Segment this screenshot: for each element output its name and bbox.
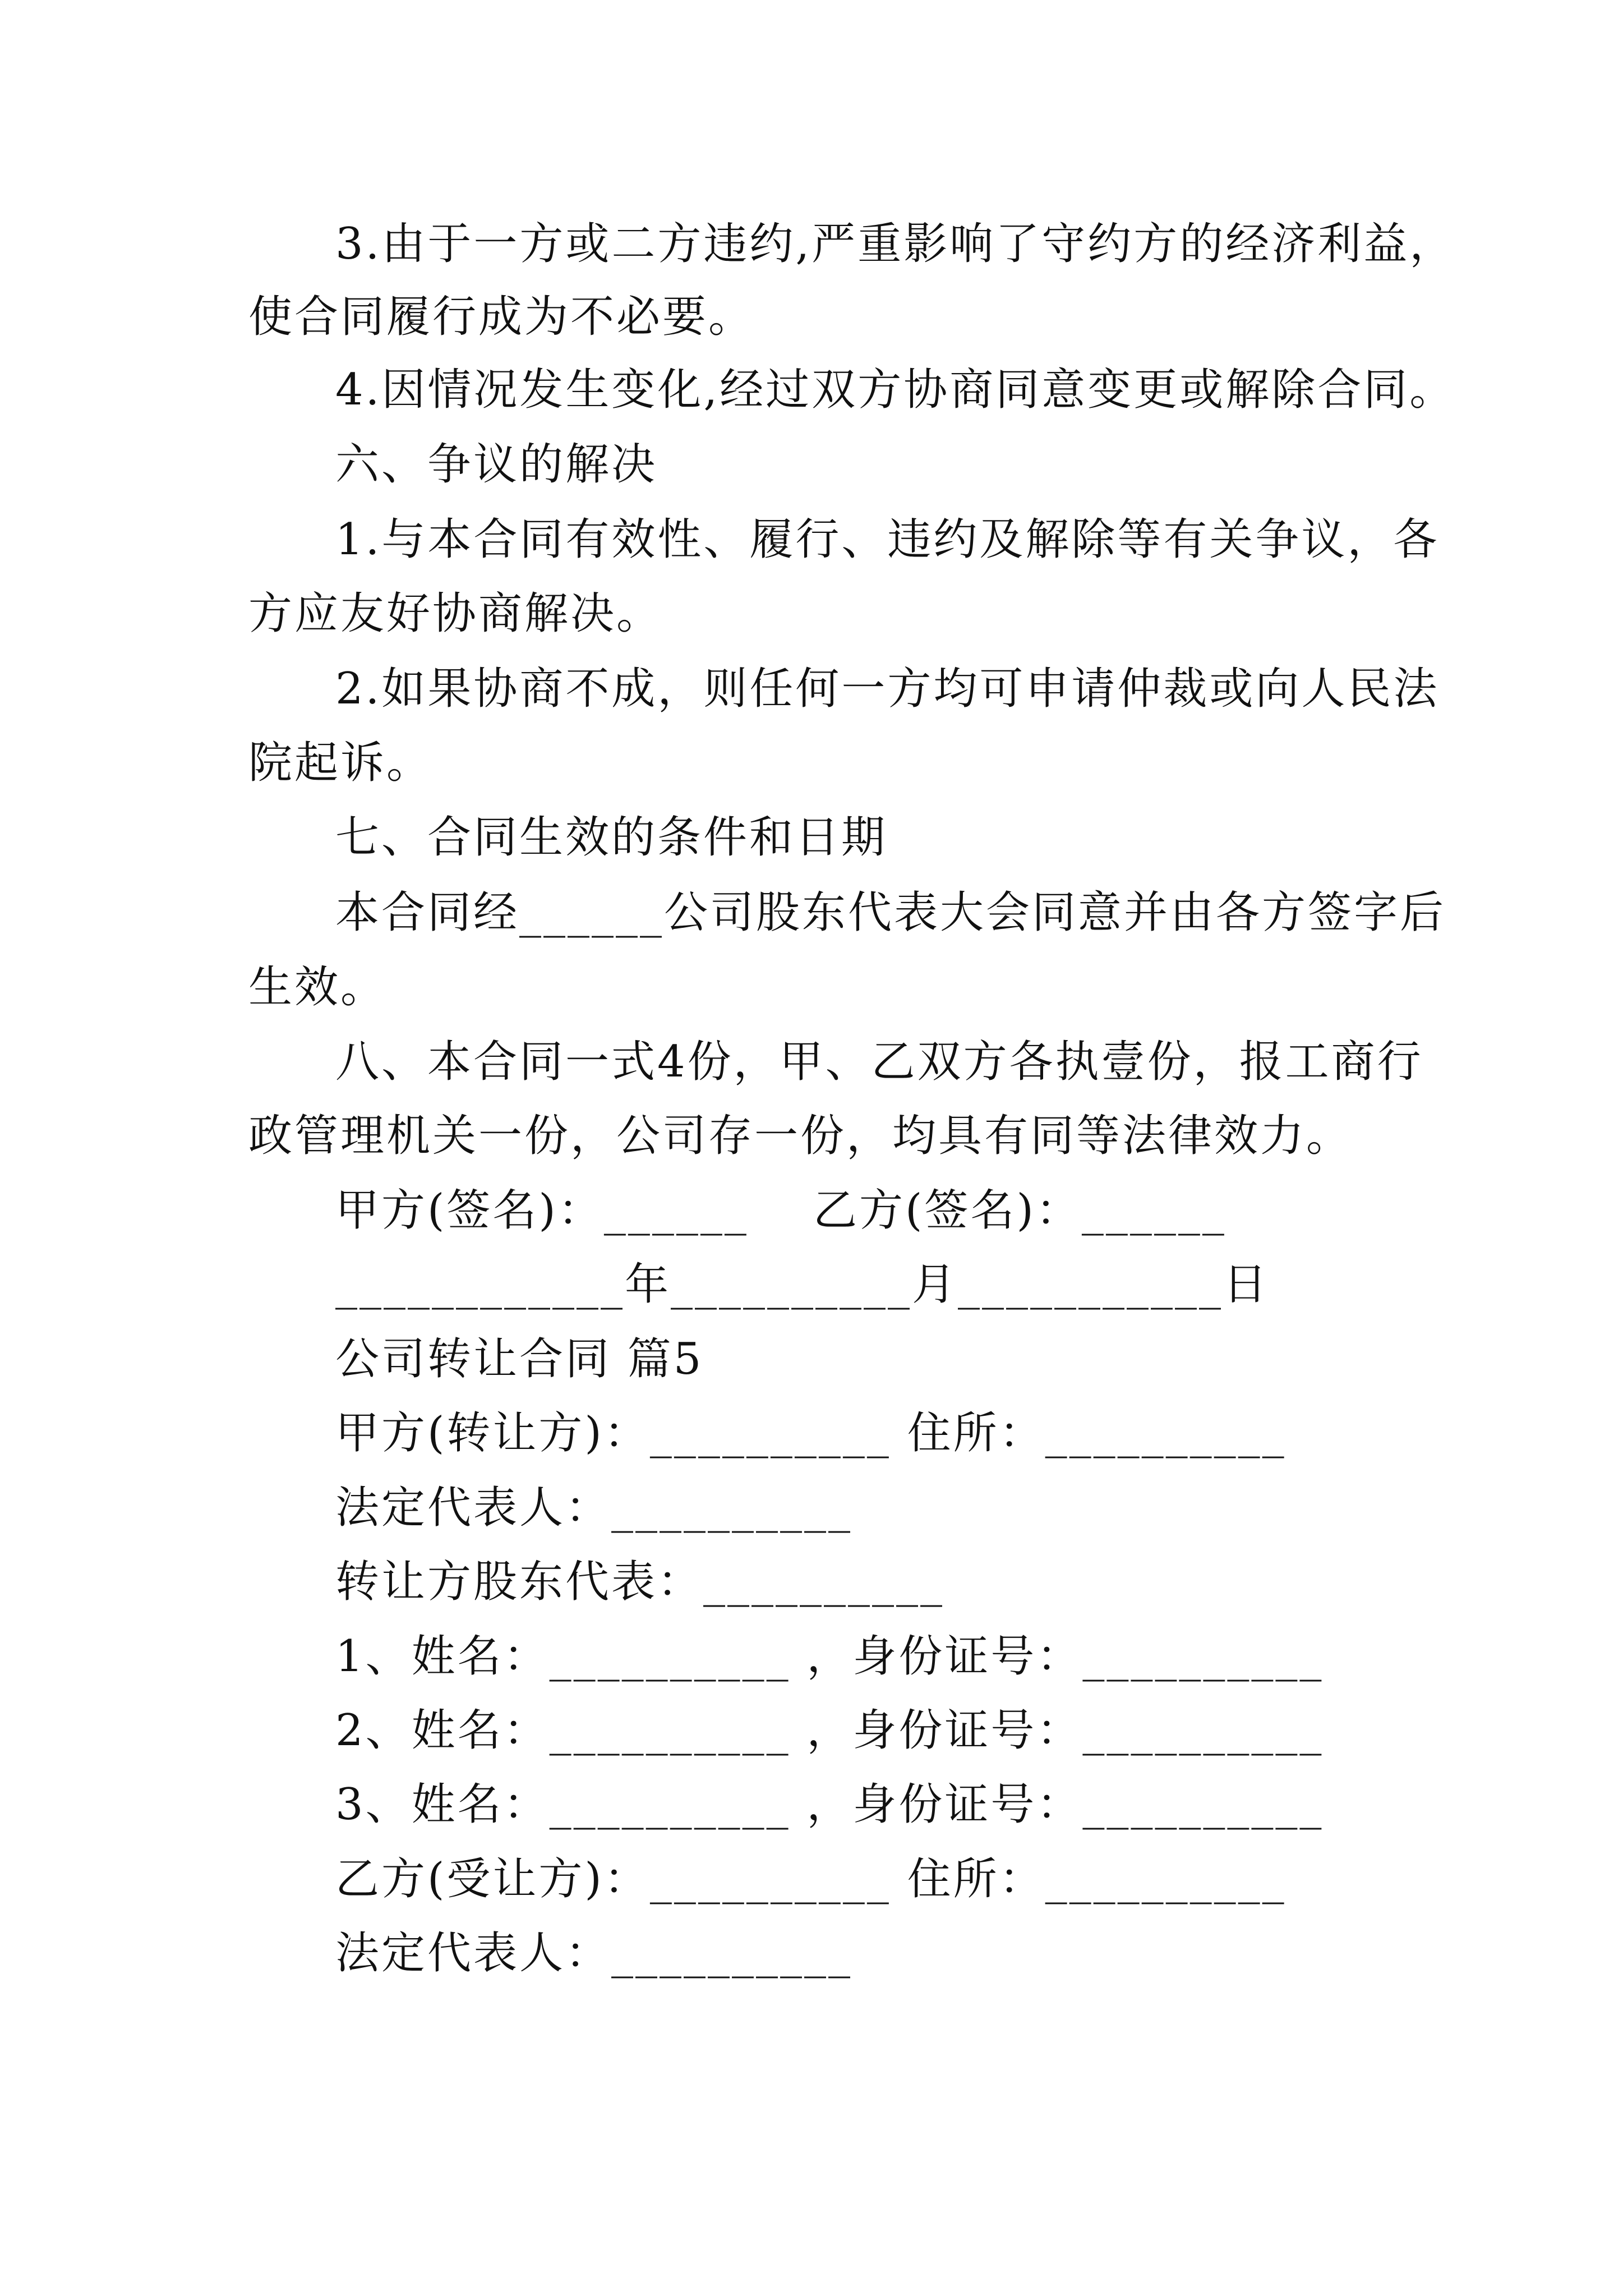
- party-b-transferee-line: 乙方(受让方)：__________ 住所：__________: [335, 1854, 1287, 1904]
- section-7-heading: 七、合同生效的条件和日期: [335, 812, 888, 863]
- clause-5-3-line-1: 3.由于一方或二方违约,严重影响了守约方的经济利益，: [335, 219, 1456, 269]
- party-b-legal-rep-line: 法定代表人：__________: [335, 1928, 853, 1978]
- clause-5-3-line-2: 使合同履行成为不必要。: [248, 292, 755, 342]
- section-7-text-line-2: 生效。: [248, 962, 387, 1013]
- contract-5-title: 公司转让合同 篇5: [335, 1334, 704, 1384]
- clause-6-2-line-2: 院起诉。: [248, 738, 433, 788]
- shareholder-2-line: 2、姓名：__________ ，身份证号：__________: [335, 1705, 1324, 1756]
- clause-5-4: 4.因情况发生变化,经过双方协商同意变更或解除合同。: [335, 365, 1456, 415]
- party-a-legal-rep-line: 法定代表人：__________: [335, 1483, 853, 1533]
- shareholder-rep-line: 转让方股东代表：__________: [335, 1557, 945, 1607]
- clause-6-2-line-1: 2.如果协商不成，则任何一方均可申请仲裁或向人民法: [335, 664, 1440, 714]
- signature-line: 甲方(签名)：______ 乙方(签名)：______: [335, 1185, 1227, 1236]
- shareholder-1-line: 1、姓名：__________ ，身份证号：__________: [335, 1631, 1324, 1682]
- date-line: ____________年__________月___________日: [335, 1259, 1270, 1310]
- shareholder-3-line: 3、姓名：__________ ，身份证号：__________: [335, 1779, 1324, 1830]
- section-8-line-1: 八、本合同一式4份，甲、乙双方各执壹份，报工商行: [335, 1037, 1423, 1087]
- section-7-text-line-1: 本合同经______公司股东代表大会同意并由各方签字后: [335, 887, 1446, 938]
- section-6-heading: 六、争议的解决: [335, 439, 658, 490]
- clause-6-1-line-1: 1.与本合同有效性、履行、违约及解除等有关争议，各: [335, 514, 1440, 565]
- section-8-line-2: 政管理机关一份，公司存一份，均具有同等法律效力。: [248, 1111, 1353, 1161]
- party-a-transferor-line: 甲方(转让方)：__________ 住所：__________: [335, 1408, 1287, 1458]
- clause-6-1-line-2: 方应友好协商解决。: [248, 588, 663, 639]
